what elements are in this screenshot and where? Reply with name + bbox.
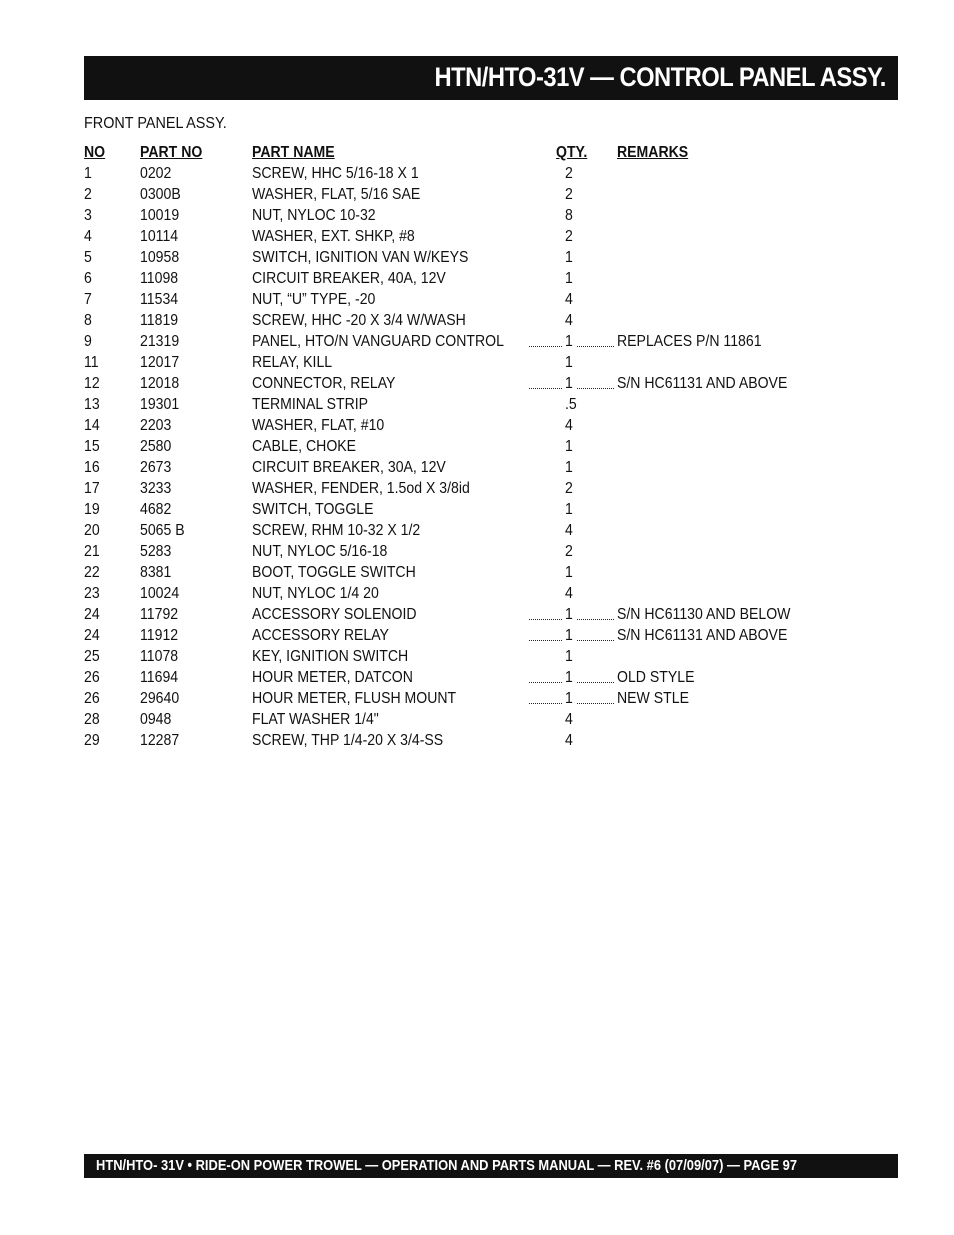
row-qty: 2 [565, 228, 573, 245]
table-row [84, 562, 824, 583]
table-row [84, 604, 824, 625]
row-no: 21 [84, 543, 100, 560]
table-header-row [84, 142, 824, 163]
parts-table [84, 142, 824, 751]
row-part-name: CIRCUIT BREAKER, 40A, 12V [252, 270, 446, 287]
row-qty: 1 [565, 249, 573, 266]
row-part-name: SCREW, THP 1/4-20 X 3/4-SS [252, 732, 444, 749]
table-row [84, 457, 824, 478]
table-row [84, 331, 824, 352]
table-row [84, 520, 824, 541]
row-part-name: PANEL, HTO/N VANGUARD CONTROL [252, 333, 504, 350]
row-no: 24 [84, 627, 100, 644]
row-qty: 4 [565, 291, 573, 308]
row-part-no: 11912 [140, 627, 179, 644]
row-qty: 1 [565, 375, 573, 392]
table-row [84, 184, 824, 205]
row-part-name: TERMINAL STRIP [252, 396, 369, 413]
row-qty: 4 [565, 585, 573, 602]
row-no: 19 [84, 501, 100, 518]
row-qty: 2 [565, 165, 573, 182]
row-qty: 8 [565, 207, 573, 224]
row-qty: 1 [565, 459, 573, 476]
table-row [84, 247, 824, 268]
table-row [84, 352, 824, 373]
row-part-no: 12018 [140, 375, 180, 392]
dot-leader [577, 640, 614, 641]
row-qty: 4 [565, 522, 573, 539]
row-part-no: 12287 [140, 732, 180, 749]
row-remarks: OLD STYLE [617, 669, 695, 686]
table-row [84, 730, 824, 751]
row-part-name: CONNECTOR, RELAY [252, 375, 396, 392]
column-header-part-name: PART NAME [252, 144, 335, 161]
column-header-part-no: PART NO [140, 144, 203, 161]
row-part-no: 10024 [140, 585, 180, 602]
row-qty: 1 [565, 354, 573, 371]
row-part-name: HOUR METER, DATCON [252, 669, 413, 686]
row-qty: 4 [565, 417, 573, 434]
row-part-no: 4682 [140, 501, 172, 518]
row-qty: 4 [565, 312, 573, 329]
dot-leader [529, 619, 562, 620]
row-part-no: 3233 [140, 480, 172, 497]
row-part-name: ACCESSORY SOLENOID [252, 606, 417, 623]
table-row [84, 646, 824, 667]
row-qty: 1 [565, 669, 573, 686]
page-title-bar [84, 56, 898, 100]
row-remarks: REPLACES P/N 11861 [617, 333, 762, 350]
row-part-name: FLAT WASHER 1/4" [252, 711, 379, 728]
row-no: 26 [84, 669, 100, 686]
row-part-no: 10958 [140, 249, 180, 266]
row-part-name: SCREW, HHC 5/16-18 X 1 [252, 165, 419, 182]
row-part-name: NUT, NYLOC 1/4 20 [252, 585, 379, 602]
row-part-no: 8381 [140, 564, 172, 581]
table-row [84, 436, 824, 457]
table-row [84, 541, 824, 562]
table-row [84, 394, 824, 415]
row-remarks: S/N HC61131 AND ABOVE [617, 627, 788, 644]
row-part-no: 11819 [140, 312, 179, 329]
row-no: 29 [84, 732, 100, 749]
row-qty: 1 [565, 606, 573, 623]
row-no: 24 [84, 606, 100, 623]
row-part-name: HOUR METER, FLUSH MOUNT [252, 690, 457, 707]
table-row [84, 415, 824, 436]
row-part-no: 2203 [140, 417, 172, 434]
page-footer: HTN/HTO- 31V • RIDE-ON POWER TROWEL — OPERATION AND PARTS MANUAL — REV. #6 (07/09/07) — PAGE 97 [96, 1157, 797, 1174]
row-part-no: 10019 [140, 207, 180, 224]
row-no: 26 [84, 690, 100, 707]
row-part-no: 11534 [140, 291, 179, 308]
row-part-no: 19301 [140, 396, 180, 413]
row-qty: 1 [565, 333, 573, 350]
table-row [84, 625, 824, 646]
table-row [84, 268, 824, 289]
row-part-name: BOOT, TOGGLE SWITCH [252, 564, 416, 581]
column-header-no: NO [84, 144, 106, 161]
row-part-no: 11098 [140, 270, 179, 287]
row-part-name: SWITCH, TOGGLE [252, 501, 374, 518]
row-no: 25 [84, 648, 100, 665]
row-no: 7 [84, 291, 92, 308]
row-no: 5 [84, 249, 92, 266]
row-part-name: NUT, NYLOC 10-32 [252, 207, 376, 224]
row-qty: 1 [565, 648, 573, 665]
row-qty: 2 [565, 186, 573, 203]
table-row [84, 205, 824, 226]
row-no: 6 [84, 270, 92, 287]
row-qty: 1 [565, 270, 573, 287]
row-part-no: 11792 [140, 606, 179, 623]
row-qty: .5 [565, 396, 577, 413]
row-no: 2 [84, 186, 92, 203]
row-qty: 1 [565, 501, 573, 518]
row-no: 14 [84, 417, 100, 434]
row-part-name: NUT, NYLOC 5/16-18 [252, 543, 388, 560]
row-no: 4 [84, 228, 92, 245]
column-header-remarks: REMARKS [617, 144, 689, 161]
row-part-no: 11078 [140, 648, 179, 665]
row-remarks: S/N HC61131 AND ABOVE [617, 375, 788, 392]
row-no: 3 [84, 207, 92, 224]
row-part-name: SWITCH, IGNITION VAN W/KEYS [252, 249, 469, 266]
row-qty: 1 [565, 438, 573, 455]
row-part-no: 29640 [140, 690, 180, 707]
row-qty: 1 [565, 627, 573, 644]
row-no: 1 [84, 165, 92, 182]
row-qty: 2 [565, 543, 573, 560]
row-no: 23 [84, 585, 100, 602]
dot-leader [529, 388, 562, 389]
table-row [84, 289, 824, 310]
dot-leader [577, 388, 614, 389]
row-no: 15 [84, 438, 100, 455]
dot-leader [529, 682, 562, 683]
row-part-no: 10114 [140, 228, 179, 245]
row-part-name: WASHER, EXT. SHKP, #8 [252, 228, 415, 245]
dot-leader [577, 703, 614, 704]
row-part-no: 12017 [140, 354, 180, 371]
table-row [84, 688, 824, 709]
row-part-name: CIRCUIT BREAKER, 30A, 12V [252, 459, 446, 476]
table-row [84, 373, 824, 394]
dot-leader [529, 703, 562, 704]
table-row [84, 583, 824, 604]
dot-leader [529, 346, 562, 347]
row-part-no: 2580 [140, 438, 172, 455]
row-no: 9 [84, 333, 92, 350]
row-part-name: WASHER, FLAT, #10 [252, 417, 385, 434]
row-part-no: 0202 [140, 165, 172, 182]
row-part-name: WASHER, FLAT, 5/16 SAE [252, 186, 421, 203]
dot-leader [529, 640, 562, 641]
table-row [84, 163, 824, 184]
row-qty: 2 [565, 480, 573, 497]
table-row [84, 667, 824, 688]
row-remarks: S/N HC61130 AND BELOW [617, 606, 791, 623]
row-part-name: ACCESSORY RELAY [252, 627, 389, 644]
page-footer-bar [84, 1154, 898, 1178]
row-part-no: 5283 [140, 543, 172, 560]
row-part-no: 0948 [140, 711, 172, 728]
row-qty: 1 [565, 690, 573, 707]
dot-leader [577, 682, 614, 683]
row-qty: 4 [565, 732, 573, 749]
row-remarks: NEW STLE [617, 690, 689, 707]
dot-leader [577, 619, 614, 620]
row-no: 12 [84, 375, 100, 392]
row-part-name: SCREW, RHM 10-32 X 1/2 [252, 522, 421, 539]
row-part-name: KEY, IGNITION SWITCH [252, 648, 409, 665]
row-no: 16 [84, 459, 100, 476]
row-part-name: NUT, “U” TYPE, -20 [252, 291, 376, 308]
column-header-qty: QTY. [556, 144, 588, 161]
row-no: 17 [84, 480, 100, 497]
table-row [84, 226, 824, 247]
row-no: 20 [84, 522, 100, 539]
table-row [84, 310, 824, 331]
row-part-no: 2673 [140, 459, 172, 476]
row-part-name: RELAY, KILL [252, 354, 333, 371]
row-part-no: 5065 B [140, 522, 185, 539]
row-no: 22 [84, 564, 100, 581]
row-part-name: CABLE, CHOKE [252, 438, 357, 455]
table-row [84, 499, 824, 520]
row-no: 13 [84, 396, 100, 413]
row-part-no: 0300B [140, 186, 181, 203]
row-part-name: WASHER, FENDER, 1.5od X 3/8id [252, 480, 470, 497]
row-qty: 1 [565, 564, 573, 581]
row-part-name: SCREW, HHC -20 X 3/4 W/WASH [252, 312, 466, 329]
row-part-no: 21319 [140, 333, 180, 350]
table-row [84, 478, 824, 499]
table-body [84, 163, 824, 751]
page-title: HTN/HTO-31V — CONTROL PANEL ASSY. [434, 62, 886, 92]
table-row [84, 709, 824, 730]
row-part-no: 11694 [140, 669, 179, 686]
section-subtitle: FRONT PANEL ASSY. [84, 115, 227, 132]
dot-leader [577, 346, 614, 347]
row-no: 8 [84, 312, 92, 329]
row-no: 11 [84, 354, 99, 371]
row-qty: 4 [565, 711, 573, 728]
row-no: 28 [84, 711, 100, 728]
